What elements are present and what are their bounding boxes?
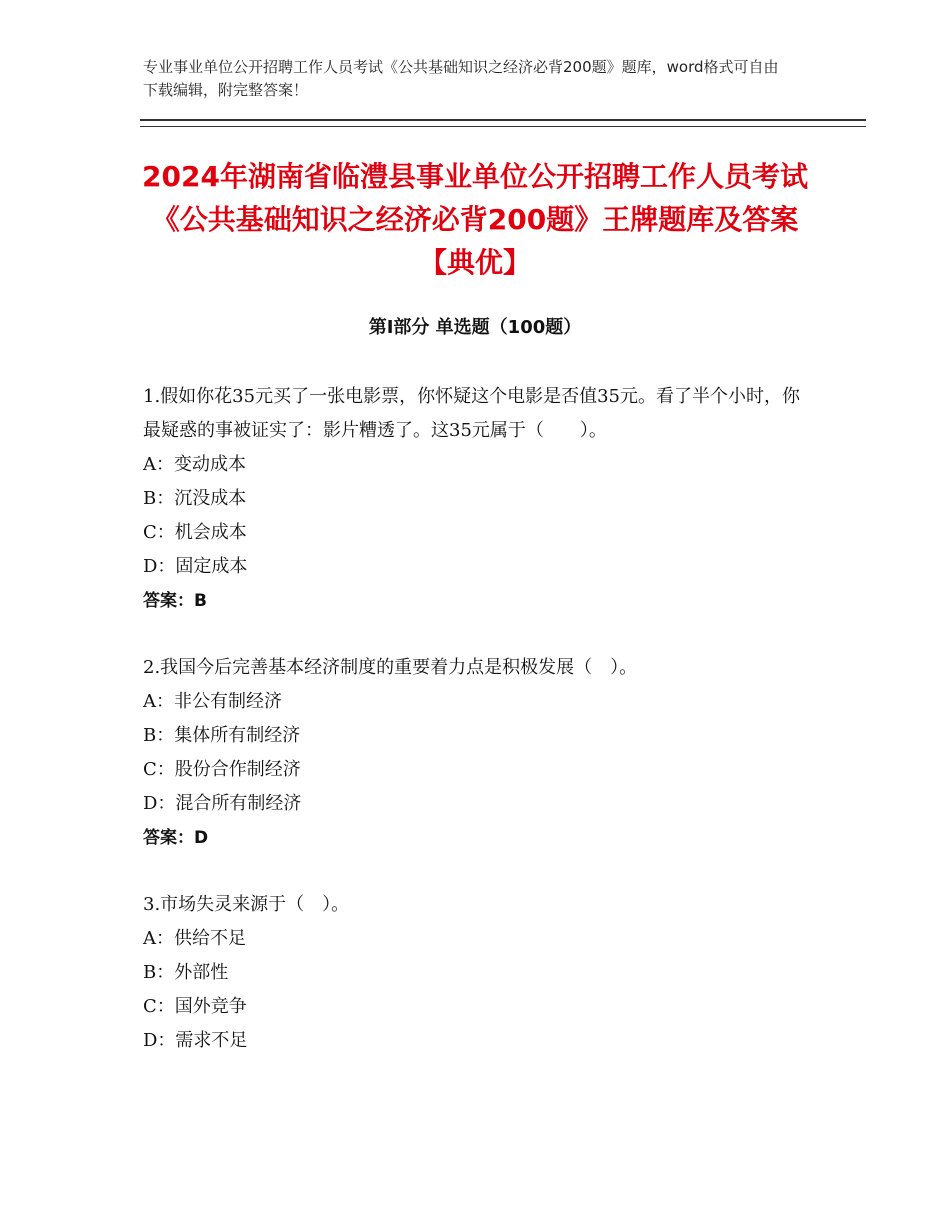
option-d: D：固定成本 bbox=[143, 556, 248, 577]
option-d: D：需求不足 bbox=[143, 1030, 248, 1051]
option-b: B：外部性 bbox=[143, 962, 229, 983]
document-title: 2024年湖南省临澧县事业单位公开招聘工作人员考试《公共基础知识之经济必背200题》王牌题库及答案【典优】 bbox=[142, 160, 808, 279]
option-c: C：国外竞争 bbox=[143, 996, 247, 1017]
question-stem: 3.市场失灵来源于（ ）。 bbox=[143, 894, 350, 915]
answer-label: 答案：D bbox=[143, 828, 209, 848]
answer-label: 答案：B bbox=[143, 591, 207, 611]
question-item bbox=[143, 651, 813, 855]
option-a: A：非公有制经济 bbox=[143, 691, 282, 712]
option-b: B：沉没成本 bbox=[143, 488, 247, 509]
question-list bbox=[143, 380, 813, 1091]
option-b: B：集体所有制经济 bbox=[143, 725, 301, 746]
option-a: A：变动成本 bbox=[143, 454, 246, 475]
header-note: 专业事业单位公开招聘工作人员考试《公共基础知识之经济必背200题》题库，word格式可自由下载编辑，附完整答案！ bbox=[143, 58, 779, 99]
question-item bbox=[143, 888, 813, 1058]
question-item bbox=[143, 380, 813, 618]
option-a: A：供给不足 bbox=[143, 928, 246, 949]
question-stem: 1.假如你花35元买了一张电影票，你怀疑这个电影是否值35元。看了半个小时，你最疑惑的事被证实了：影片糟透了。这35元属于（ ）。 bbox=[143, 386, 800, 441]
option-c: C：机会成本 bbox=[143, 522, 247, 543]
option-d: D：混合所有制经济 bbox=[143, 793, 302, 814]
header-divider bbox=[140, 119, 866, 127]
section-title: 第Ⅰ部分 单选题（100题） bbox=[368, 317, 582, 338]
option-c: C：股份合作制经济 bbox=[143, 759, 301, 780]
question-stem: 2.我国今后完善基本经济制度的重要着力点是积极发展（ ）。 bbox=[143, 657, 638, 678]
